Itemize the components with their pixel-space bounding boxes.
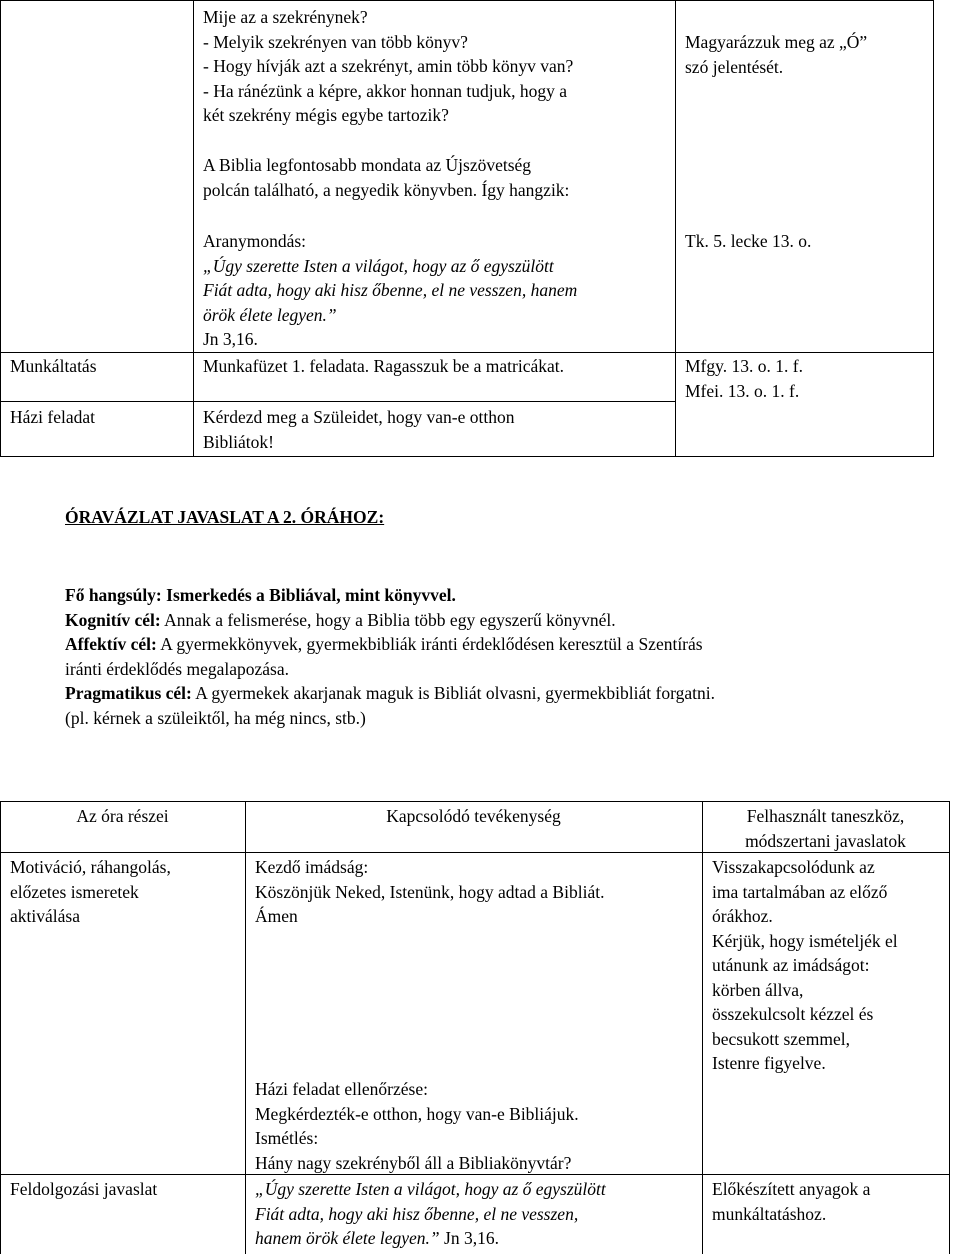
materials-line: Előkészített anyagok a: [712, 1179, 871, 1199]
worksheet-ref: Mfei. 13. o. 1. f.: [685, 380, 800, 401]
golden-saying-line: Fiát adta, hogy aki hisz őbenne, el ne vesszen, hanem: [203, 280, 578, 300]
bible-intro: [203, 153, 569, 202]
verse-line: hanem örök élete legyen.”: [255, 1228, 440, 1248]
homework-line: Kérdezd meg a Szüleidet, hogy van-e otthon: [203, 407, 515, 427]
golden-saying-line: örök élete legyen.”: [203, 304, 337, 325]
goal-text: Ismerkedés a Bibliával, mint könyvvel.: [166, 585, 456, 605]
verse-last: [255, 1226, 606, 1251]
verse-line: Fiát adta, hogy aki hisz őbenne, el ne vesszen,: [255, 1203, 579, 1224]
processing-label: Feldolgozási javaslat: [10, 1179, 158, 1199]
repeat-label: Ismétlés:: [255, 1128, 319, 1148]
motivation-line: Motiváció, ráhangolás,: [10, 857, 171, 877]
prayer-label: Kezdő imádság:: [255, 857, 369, 877]
header-parts: Az óra részei: [76, 806, 169, 826]
question-line: két szekrény mégis egybe tartozik?: [203, 105, 449, 125]
opening-prayer: [255, 855, 604, 929]
method-line: becsukott szemmel,: [712, 1028, 851, 1049]
bible-intro-line: polcán található, a negyedik könyvben. Így hangzik:: [203, 179, 570, 200]
motivation-line: aktiválása: [10, 906, 80, 926]
golden-verse: [255, 1177, 606, 1251]
method-line: órákhoz.: [712, 906, 773, 926]
homework-check: [255, 1077, 579, 1175]
prayer-line: Ámen: [255, 906, 298, 926]
prayer-line: Köszönjük Neked, Istenünk, hogy adtad a Bibliát.: [255, 881, 605, 902]
repeat-text: Hány nagy szekrényből áll a Bibliakönyvtár?: [255, 1152, 572, 1173]
lesson-goals: [65, 583, 715, 730]
goal-main: [65, 583, 715, 608]
materials: [712, 1177, 870, 1226]
goal-label: Pragmatikus cél:: [65, 683, 192, 703]
goal-label: Kognitív cél:: [65, 609, 161, 630]
homework-text: [203, 405, 515, 454]
goal-text: A gyermekek akarjanak maguk is Bibliát olvasni, gyermekbibliát forgatni.: [195, 683, 715, 703]
goal-cognitive: [65, 608, 715, 633]
question-line: Mije az a szekrénynek?: [203, 7, 368, 27]
verse-line: „Úgy szerette Isten a világot, hogy az ő egyszülött: [255, 1179, 606, 1199]
header-tools-line: módszertani javaslatok: [745, 830, 906, 851]
golden-saying-ref: Jn 3,16.: [203, 329, 258, 349]
method-line: Kérjük, hogy ismételjék el: [712, 930, 898, 951]
worksheet-ref: Mfgy. 13. o. 1. f.: [685, 356, 803, 376]
method-line: körben állva,: [712, 979, 804, 1000]
materials-line: munkáltatáshoz.: [712, 1203, 827, 1224]
method-line: utánunk az imádságot:: [712, 955, 870, 975]
verse-ref: Jn 3,16.: [439, 1228, 499, 1248]
question-line: - Melyik szekrényen van több könyv?: [203, 31, 468, 52]
golden-saying-label: Aranymondás:: [203, 231, 307, 251]
goal-affective-cont: iránti érdeklődés megalapozása.: [65, 658, 289, 679]
homework-line: Bibliátok!: [203, 431, 274, 452]
header-tools-line: Felhasznált taneszköz,: [746, 806, 905, 826]
golden-saying-source: Tk. 5. lecke 13. o.: [685, 231, 812, 251]
motivation-line: előzetes ismeretek: [10, 881, 139, 902]
method-line: Istenre figyelve.: [712, 1053, 826, 1073]
goal-affective: [65, 632, 715, 657]
explain-note-line: szó jelentését.: [685, 56, 784, 77]
homework-check-text: Megkérdezték-e otthon, hogy van-e Bibliájuk.: [255, 1103, 579, 1124]
goal-text: A gyermekkönyvek, gyermekbibliák iránti érdeklődésen keresztül a Szentírás: [160, 634, 703, 654]
worksheet-text: Munkafüzet 1. feladata. Ragasszuk be a matricákat.: [203, 356, 565, 376]
homework-label: Házi feladat: [10, 407, 96, 427]
motivation-label: [10, 855, 171, 929]
method-notes: [712, 855, 898, 1076]
goal-text: Annak a felismerése, hogy a Biblia több egy egyszerű könyvnél.: [164, 609, 616, 630]
explain-note-line: Magyarázzuk meg az „Ó”: [685, 32, 868, 52]
question-line: - Hogy hívják azt a szekrényt, amin több könyv van?: [203, 56, 574, 76]
method-line: Visszakapcsolódunk az: [712, 857, 875, 877]
goal-label: Affektív cél:: [65, 634, 157, 654]
worksheet-label: Munkáltatás: [10, 356, 97, 376]
goal-pragmatic-cont: (pl. kérnek a szüleiktől, ha még nincs, stb.): [65, 707, 366, 728]
golden-saying: [203, 229, 577, 352]
method-line: összekulcsolt kézzel és: [712, 1004, 874, 1024]
goal-pragmatic: [65, 681, 715, 706]
plan-title: ÓRAVÁZLAT JAVASLAT A 2. ÓRÁHOZ:: [65, 507, 385, 527]
worksheet-refs: [685, 354, 803, 403]
golden-saying-line: „Úgy szerette Isten a világot, hogy az ő egyszülött: [203, 255, 554, 276]
bible-intro-line: A Biblia legfontosabb mondata az Újszövetség: [203, 155, 532, 175]
header-activity: Kapcsolódó tevékenység: [386, 806, 561, 826]
header-tools: [702, 804, 949, 853]
explain-note: [685, 30, 867, 79]
goal-label: Fő hangsúly:: [65, 585, 162, 605]
discussion-questions: [203, 5, 573, 128]
question-line: - Ha ránézünk a képre, akkor honnan tudjuk, hogy a: [203, 80, 567, 101]
method-line: ima tartalmában az előző: [712, 881, 888, 902]
homework-check-label: Házi feladat ellenőrzése:: [255, 1079, 428, 1099]
